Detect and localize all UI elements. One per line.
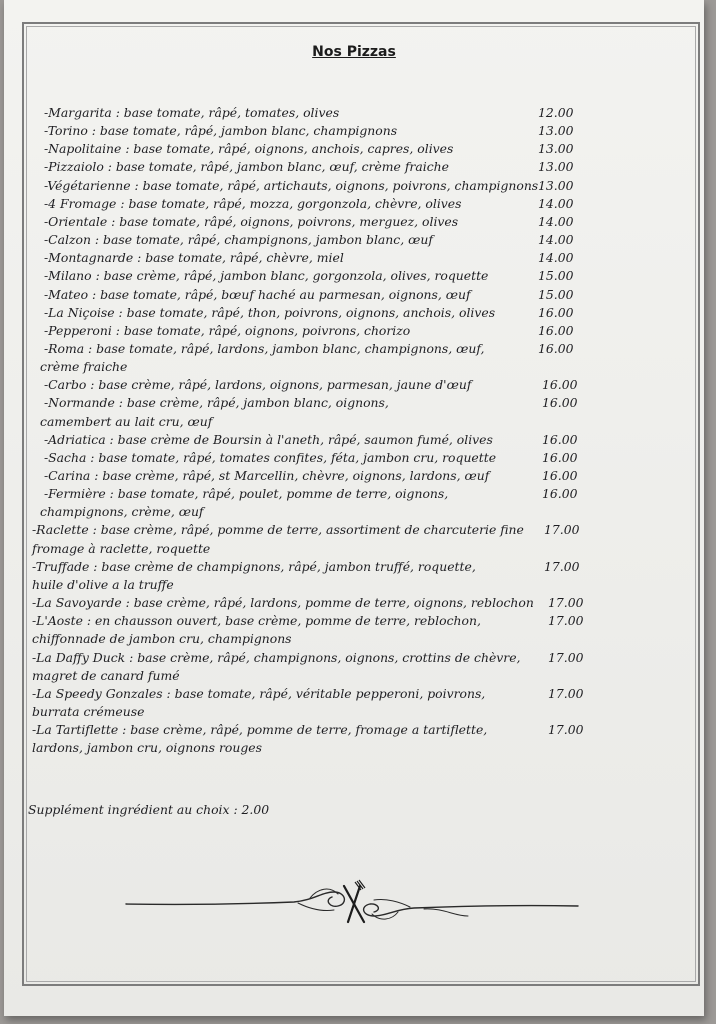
pizza-name-line: -Normande : base crème, râpé, jambon blanc, oignons, <box>44 395 389 411</box>
pizza-price: 17.00 <box>548 722 584 738</box>
pizza-price: 15.00 <box>538 268 574 284</box>
pizza-name-line: -Calzon : base tomate, râpé, champignons, jambon blanc, œuf <box>44 232 433 248</box>
pizza-name-line: -Carina : base crème, râpé, st Marcellin, chèvre, oignons, lardons, œuf <box>44 468 490 483</box>
pizza-name-line: -Roma : base tomate, râpé, lardons, jambon blanc, champignons, œuf, <box>44 340 485 356</box>
pizza-name-line: -4 Fromage : base tomate, râpé, mozza, gorgonzola, chèvre, olives <box>44 195 462 211</box>
pizza-description-line: lardons, jambon cru, oignons rouges <box>32 740 262 756</box>
pizza-price: 14.00 <box>538 232 574 248</box>
pizza-price: 17.00 <box>548 649 584 665</box>
menu-title: Nos Pizzas <box>312 44 396 60</box>
pizza-name-line: -La Speedy Gonzales : base tomate, râpé, véritable pepperoni, poivrons, <box>32 685 486 701</box>
pizza-description-line: magret de canard fumé <box>32 667 180 683</box>
pizza-description-line: crème fraiche <box>40 359 128 375</box>
pizza-name-line: -La Savoyarde : base crème, râpé, lardons, pomme de terre, oignons, reblochon <box>32 595 534 611</box>
pizza-name-line: -Carbo : base crème, râpé, lardons, oignons, parmesan, jaune d'œuf <box>44 377 472 393</box>
pizza-name-line: -Truffade : base crème de champignons, râpé, jambon truffé, roquette, <box>32 558 476 574</box>
pizza-price: 16.00 <box>542 486 578 502</box>
pizza-name-line: -Adriatica : base crème de Boursin à l'aneth, râpé, saumon fumé, olives <box>44 431 493 447</box>
pizza-description-line: champignons, crème, œuf <box>40 504 204 520</box>
pizza-name-line: -Pizzaiolo : base tomate, râpé, jambon blanc, œuf, crème fraiche <box>44 159 449 175</box>
pizza-name-line: -Orientale : base tomate, râpé, oignons, poivrons, merguez, olives <box>44 213 459 229</box>
pizza-price: 17.00 <box>548 613 584 629</box>
pizza-price: 14.00 <box>538 195 574 211</box>
pizza-price: 14.00 <box>538 213 574 229</box>
pizza-price: 17.00 <box>548 595 584 611</box>
pizza-price: 16.00 <box>542 395 578 411</box>
pizza-description-line: fromage à raclette, roquette <box>32 540 211 556</box>
pizza-name-line: -La Daffy Duck : base crème, râpé, champignons, oignons, crottins de chèvre, <box>32 649 521 665</box>
pizza-price: 13.00 <box>538 141 574 157</box>
pizza-price: 16.00 <box>538 322 574 338</box>
pizza-description-line: burrata crémeuse <box>32 703 145 719</box>
pizza-price: 16.00 <box>542 431 578 447</box>
pizza-price: 16.00 <box>538 304 574 320</box>
pizza-price: 15.00 <box>538 286 574 302</box>
pizza-name-line: -La Tartiflette : base crème, râpé, pomme de terre, fromage a tartiflette, <box>32 722 488 738</box>
pizza-name-line: -Pepperoni : base tomate, râpé, oignons, poivrons, chorizo <box>44 322 411 338</box>
pizza-price: 14.00 <box>538 250 574 266</box>
pizza-name-line: -Végétarienne : base tomate, râpé, artichauts, oignons, poivrons, champignons <box>44 177 539 193</box>
pizza-name-line: -La Niçoise : base tomate, râpé, thon, poivrons, oignons, anchois, olives <box>44 304 496 320</box>
pizza-price: 17.00 <box>544 558 580 574</box>
pizza-name-line: -Sacha : base tomate, râpé, tomates confites, féta, jambon cru, roquette <box>44 449 497 465</box>
pizza-price: 17.00 <box>544 522 580 538</box>
pizza-name-line: -Montagnarde : base tomate, râpé, chèvre, miel <box>44 250 344 266</box>
pizza-description-line: camembert au lait cru, œuf <box>40 413 213 429</box>
pizza-price: 13.00 <box>538 123 574 139</box>
pizza-description-line: huile d'olive a la truffe <box>32 576 174 592</box>
fork-knife-ornament-icon <box>124 878 580 928</box>
pizza-price: 16.00 <box>538 340 574 356</box>
pizza-name-line: -L'Aoste : en chausson ouvert, base crème, pomme de terre, reblochon, <box>32 613 481 629</box>
pizza-price: 16.00 <box>542 468 578 483</box>
pizza-price: 16.00 <box>542 449 578 465</box>
pizza-name-line: -Raclette : base crème, râpé, pomme de terre, assortiment de charcuterie fine <box>32 522 524 538</box>
pizza-name-line: -Mateo : base tomate, râpé, bœuf haché au parmesan, oignons, œuf <box>44 286 471 302</box>
pizza-price: 17.00 <box>548 685 584 701</box>
pizza-name-line: -Fermière : base tomate, râpé, poulet, pomme de terre, oignons, <box>44 486 449 502</box>
pizza-name-line: -Margarita : base tomate, râpé, tomates, olives <box>44 105 340 120</box>
pizza-price: 16.00 <box>542 377 578 393</box>
pizza-name-line: -Milano : base crème, râpé, jambon blanc, gorgonzola, olives, roquette <box>44 268 489 284</box>
pizza-price: 13.00 <box>538 159 574 175</box>
pizza-name-line: -Napolitaine : base tomate, râpé, oignons, anchois, capres, olives <box>44 141 454 157</box>
pizza-price: 12.00 <box>538 105 574 120</box>
pizza-description-line: chiffonnade de jambon cru, champignons <box>32 631 292 647</box>
pizza-name-line: -Torino : base tomate, râpé, jambon blanc, champignons <box>44 123 398 139</box>
pizza-price: 13.00 <box>538 177 574 193</box>
supplement-note: Supplément ingrédient au choix : 2.00 <box>28 802 270 817</box>
